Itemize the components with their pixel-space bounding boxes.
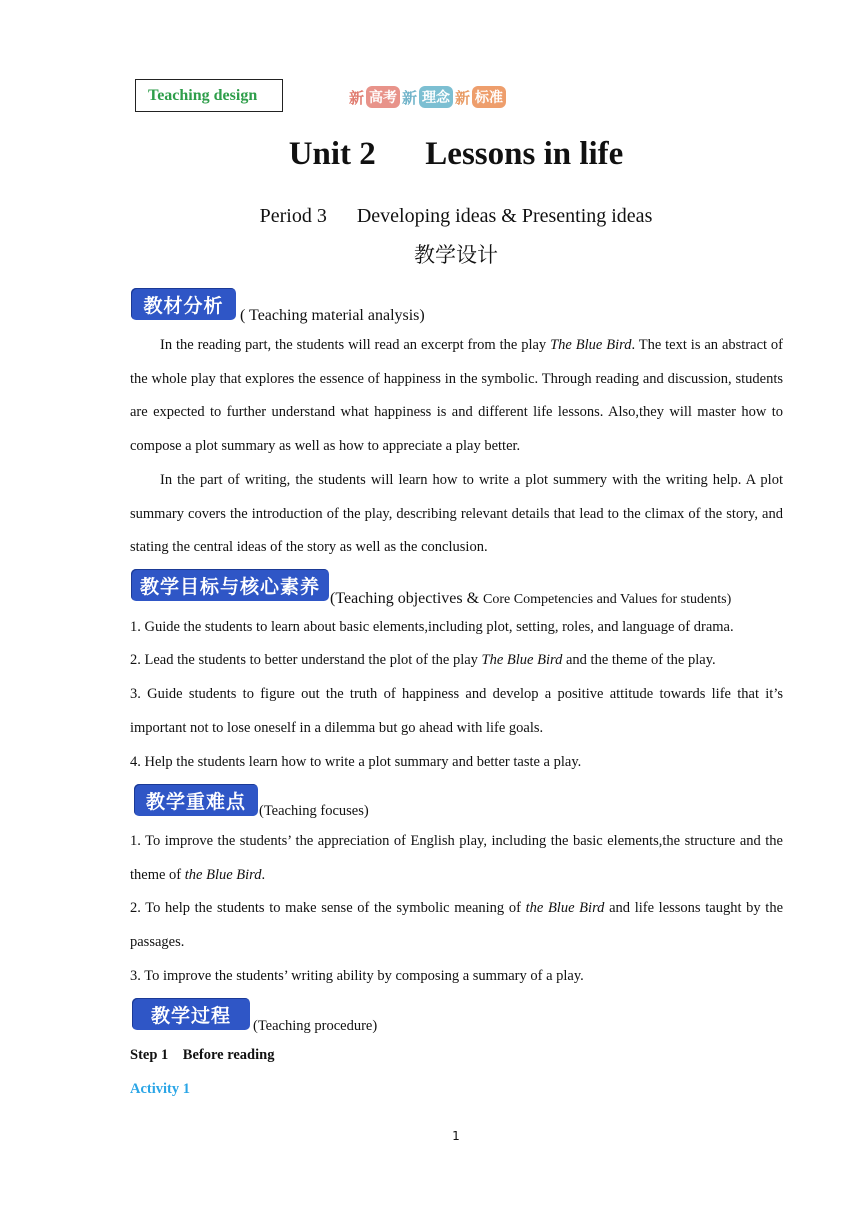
material-paragraph-2: In the part of writing, the students will learn how to write a plot summery with the writing help. A plot summary covers the introduction of the play, describing relevant details that lead to the climax of the story, and stating the central ideas of the story as well as the conclusion. — [130, 472, 783, 556]
objective-item-1: 1. Guide the students to learn about basic elements,including plot, setting, roles, and language of drama. — [130, 619, 734, 635]
slogan-pill-1: 高考 — [366, 86, 400, 108]
slogan-char-3: 新 — [455, 88, 471, 107]
slogan-char-1: 新 — [349, 88, 365, 107]
step-1-heading: Step 1 Before reading — [130, 1047, 275, 1063]
material-analysis-label: ( Teaching material analysis) — [240, 307, 425, 324]
procedure-label: (Teaching procedure) — [253, 1018, 378, 1034]
procedure-badge: 教学过程 — [132, 998, 250, 1030]
activity-1-heading: Activity 1 — [130, 1081, 190, 1097]
objective-item-4: 4. Help the students learn how to write a plot summary and better taste a play. — [130, 754, 582, 770]
period-subtitle: Period 3 Developing ideas & Presenting ideas — [259, 205, 653, 227]
material-analysis-badge: 教材分析 — [131, 288, 236, 320]
objectives-badge: 教学目标与核心素养 — [131, 569, 329, 601]
objective-item-3: 3. Guide students to figure out the truth of happiness and develop a positive attitude towards life that it’s important not to lose oneself in a dilemma but go ahead with life goals. — [130, 686, 783, 736]
focuses-label: (Teaching focuses) — [259, 803, 369, 819]
slogan-logo — [348, 86, 506, 108]
slogan-char-2: 新 — [402, 88, 418, 107]
focus-item-2: 2. To help the students to make sense of the symbolic meaning of the Blue Bird and life lessons taught by the passages. — [130, 900, 784, 950]
teaching-design-label: Teaching design — [148, 87, 258, 104]
page-number: 1 — [452, 1129, 460, 1143]
chinese-title: 教学设计 — [414, 243, 498, 267]
slogan-pill-3: 标准 — [472, 86, 506, 108]
objective-item-2: 2. Lead the students to better understand the plot of the play The Blue Bird and the theme of the play. — [130, 652, 716, 668]
focus-item-1: 1. To improve the students’ the appreciation of English play, including the basic elements,the structure and the theme of the Blue Bird. — [130, 833, 783, 883]
unit-title: Unit 2 Lessons in life — [288, 136, 624, 172]
teaching-design-box — [135, 79, 283, 112]
slogan-pill-2: 理念 — [419, 86, 453, 108]
material-paragraph-1: In the reading part, the students will read an excerpt from the play The Blue Bird. The text is an abstract of the whole play that explores the essence of happiness in the symbolic. Through reading and discussion, students are expected to further understand what happiness is and different life lessons. Also,they will master how to compose a plot summary as well as how to appreciate a play better. — [130, 337, 784, 455]
objectives-label: (Teaching objectives & Core Competencies and Values for students) — [330, 590, 732, 607]
focus-item-3: 3. To improve the students’ writing ability by composing a summary of a play. — [130, 968, 584, 984]
focuses-badge: 教学重难点 — [134, 784, 258, 816]
